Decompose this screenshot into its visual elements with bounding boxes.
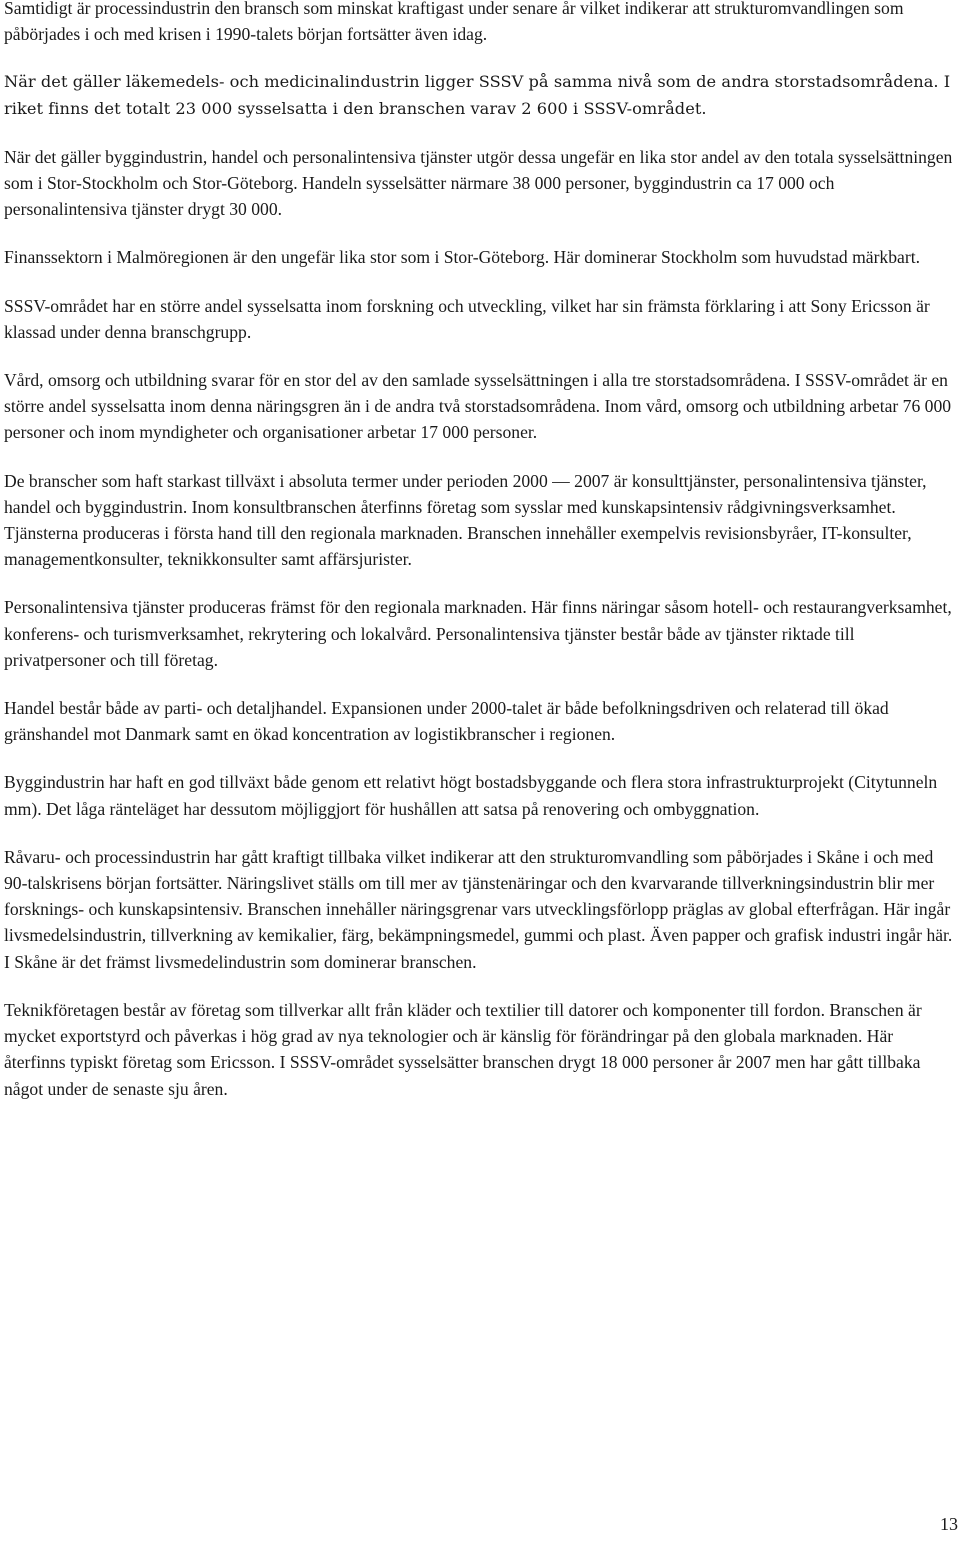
paragraph-vard-omsorg: Vård, omsorg och utbildning svarar för en stor del av den samlade sysselsättningen i alla tre storstadsområdena. I SSSV-området är en större andel sysselsatta inom denna näringsgren än i de andra två storstadsområdena. Inom vård, omsorg och utbildning arbetar 76 000 personer och inom myndigheter och organisationer arbetar 17 000 personer. bbox=[4, 370, 952, 443]
paragraph-tillvaxt-branscher: De branscher som haft starkast tillväxt i absoluta termer under perioden 2000 — 2007 är konsulttjänster, personalintensiva tjänster, handel och byggindustrin. Inom konsultbranschen återfinns företag som sysslar med kunskapsintensiv rådgivningsverksamhet. Tjänsterna produceras i första hand till den regionala marknaden. Branschen innehåller exempelvis revisionsbyråer, IT-konsulter, managementkonsulter, teknikkonsulter samt affärsjurister. bbox=[4, 470, 927, 570]
paragraph-ravaru-process: Råvaru- och processindustrin har gått kraftigt tillbaka vilket indikerar att den strukturomvandling som påbörjades i Skåne i och med 90-talskrisens början fortsätter. Näringslivet ställs om till mer av tjänstenäringar och den kvarvarande tillverkningsindustrin blir mer forsknings- och kunskapsintensiv. Branschen innehåller näringsgrenar vars utvecklingsförlopp präglas av global efterfrågan. Här ingår livsmedelsindustrin, tillverkning av kemikalier, färg, bekämpningsmedel, gummi och plast. Även papper och grafisk industri ingår här. I Skåne är det främst livsmedelindustrin som dominerar branschen. bbox=[4, 846, 953, 972]
paragraph-finanssektor: Finanssektorn i Malmöregionen är den ungefär lika stor som i Stor-Göteborg. Här dominerar Stockholm som huvudstad märkbart. bbox=[4, 247, 920, 268]
paragraph-byggindustri-handel: När det gäller byggindustrin, handel och personalintensiva tjänster utgör dessa ungefär en lika stor andel av den totala sysselsättningen som i Stor-Stockholm och Stor-Göteborg. Handeln sysselsätter närmare 38 000 personer, byggindustrin ca 17 000 och personalintensiva tjänster drygt 30 000. bbox=[4, 146, 953, 220]
document-page bbox=[4, 0, 956, 1124]
paragraph-teknikforetag: Teknikföretagen består av företag som tillverkar allt från kläder och textilier till datorer och komponenter till fordon. Branschen är mycket exportstyrd och påverkas i hög grad av nya teknologier och är känslig för förändringar på den globala marknaden. Här återfinns typiskt företag som Ericsson. I SSSV-området sysselsätter branschen drygt 18 000 personer år 2007 men har gått tillbaka något under de senaste sju åren. bbox=[4, 999, 922, 1099]
page-number: 13 bbox=[940, 1514, 958, 1534]
paragraph-processindustri: Samtidigt är processindustrin den bransch som minskat kraftigast under senare år vilket indikerar att strukturomvandlingen som påbörjades i och med krisen i 1990-talets början fortsätter även idag. bbox=[4, 0, 904, 45]
paragraph-lakemedel: När det gäller läkemedels- och medicinalindustrin ligger SSSV på samma nivå som de andra storstadsområdena. I riket finns det totalt 23 000 sysselsatta i den branschen varav 2 600 i SSSV-området. bbox=[4, 72, 951, 118]
paragraph-forskning: SSSV-området har en större andel sysselsatta inom forskning och utveckling, vilket har sin främsta förklaring i att Sony Ericsson är klassad under denna branschgrupp. bbox=[4, 295, 930, 342]
paragraph-byggindustrin: Byggindustrin har haft en god tillväxt både genom ett relativt högt bostadsbyggande och flera stora infrastrukturprojekt (Citytunneln mm). Det låga ränteläget har dessutom möjliggjort för hushållen att satsa på renovering och ombyggnation. bbox=[4, 772, 938, 819]
paragraph-handel: Handel består både av parti- och detaljhandel. Expansionen under 2000-talet är både befolkningsdriven och relaterad till ökad gränshandel mot Danmark samt en ökad koncentration av logistikbranscher i regionen. bbox=[4, 698, 889, 745]
paragraph-personalintensiva: Personalintensiva tjänster produceras främst för den regionala marknaden. Här finns näringar såsom hotell- och restaurangverksamhet, konferens- och turismverksamhet, rekrytering och lokalvård. Personalintensiva tjänster består både av tjänster riktade till privatpersoner och till företag. bbox=[4, 597, 952, 670]
